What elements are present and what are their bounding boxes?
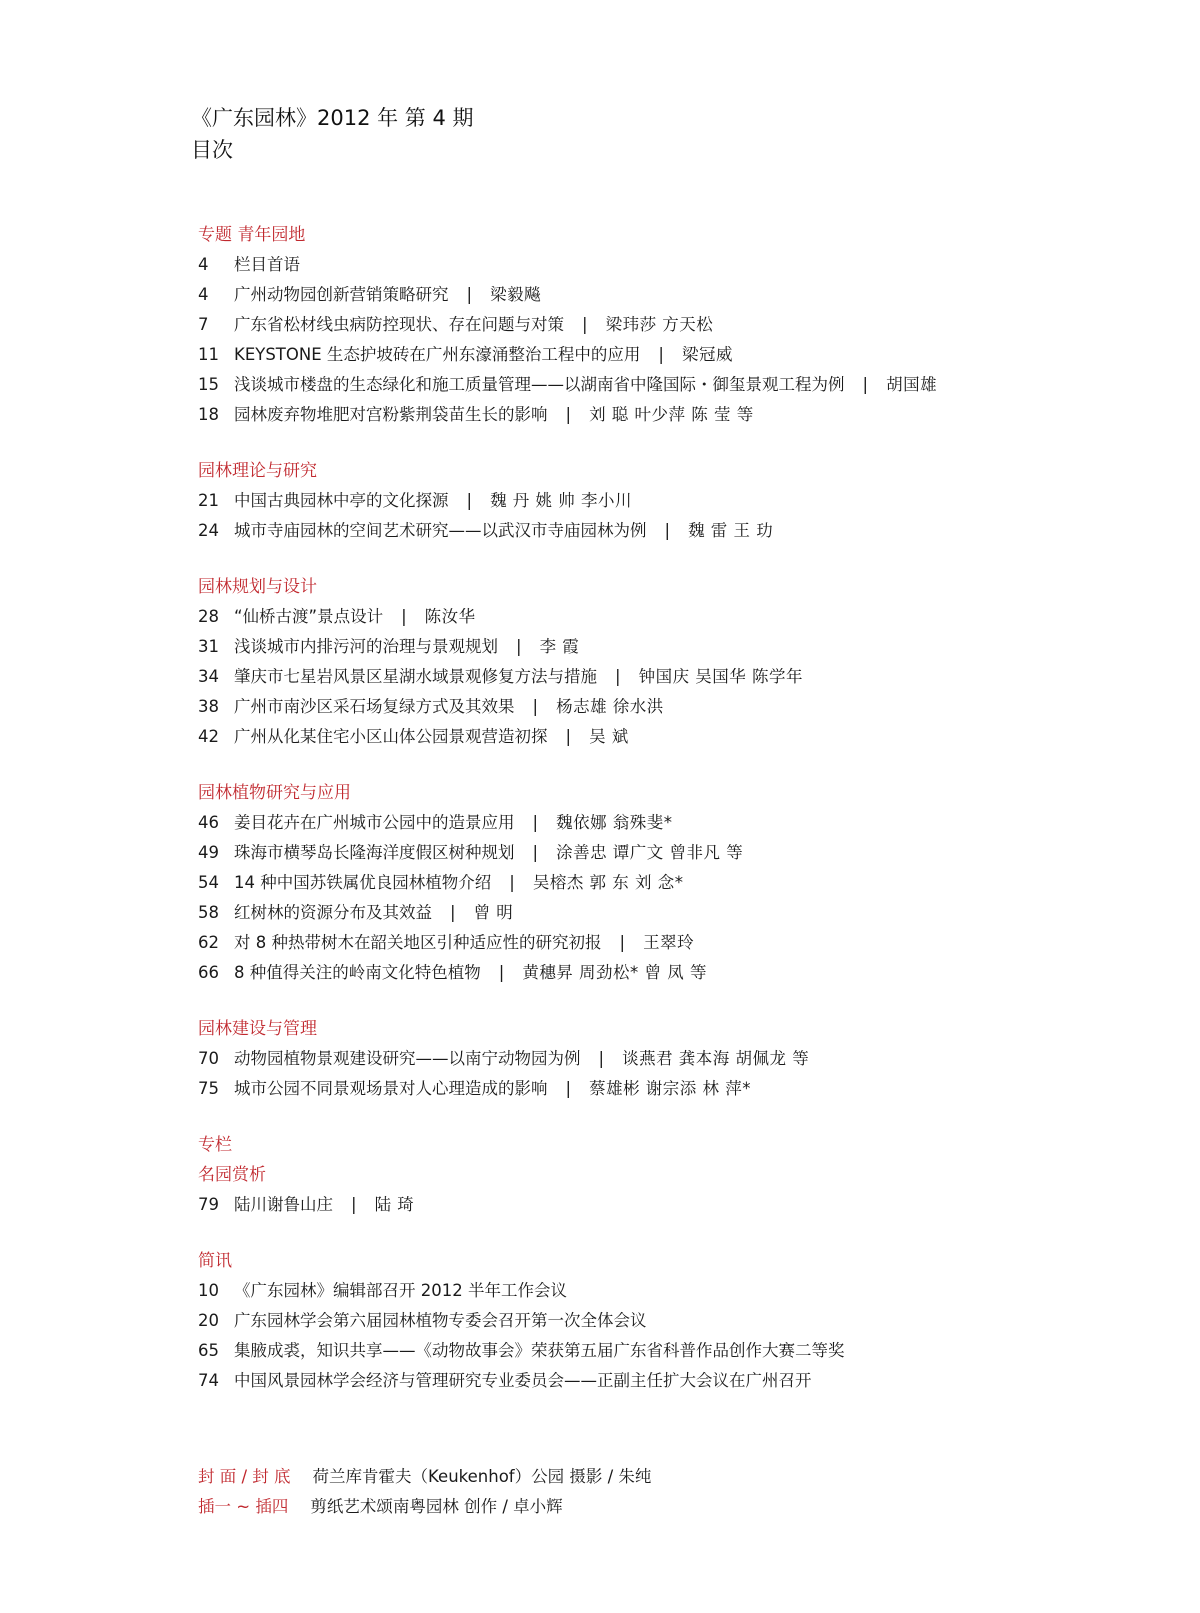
separator: | (615, 667, 621, 686)
toc-entry[interactable] (198, 250, 1098, 280)
article-title: 广州动物园创新营销策略研究 (234, 285, 449, 304)
article-title: 中国风景园林学会经济与管理研究专业委员会——正副主任扩大会议在广州召开 (234, 1371, 812, 1390)
page-number: 10 (198, 1281, 219, 1300)
toc-entry[interactable] (198, 400, 1098, 430)
separator: | (401, 607, 407, 626)
page-number: 11 (198, 345, 219, 364)
article-authors: 钟国庆 吴国华 陈学年 (638, 667, 804, 686)
page-number: 58 (198, 903, 219, 922)
article-authors: 王翠玲 (643, 933, 695, 952)
cover-credits (198, 1462, 1098, 1522)
article-authors: 魏依娜 翁殊斐* (556, 813, 673, 832)
article-title: 广东园林学会第六届园林植物专委会召开第一次全体会议 (234, 1311, 647, 1330)
separator: | (619, 933, 626, 952)
credit-line (198, 1462, 1098, 1492)
article-authors: 涂善忠 谭广文 曾非凡 等 (556, 843, 744, 862)
toc-entry[interactable] (198, 1366, 1098, 1396)
toc-entry[interactable] (198, 340, 1098, 370)
credit-label: 插一 ~ 插四 (198, 1497, 289, 1516)
separator: | (862, 375, 869, 394)
page-number: 49 (198, 843, 219, 862)
toc-entry[interactable] (198, 898, 1098, 928)
separator: | (664, 521, 671, 540)
section-title: 园林植物研究与应用 (198, 783, 351, 803)
separator: | (466, 491, 473, 510)
credit-line (198, 1492, 1098, 1522)
separator: | (466, 285, 473, 304)
toc-entry[interactable] (198, 280, 1098, 310)
article-authors: 吴榕杰 郭 东 刘 念* (532, 873, 684, 892)
article-authors: 杨志雄 徐水洪 (556, 697, 664, 716)
page-header (191, 102, 474, 166)
toc-entry[interactable] (198, 1276, 1098, 1306)
page-number: 4 (198, 285, 209, 304)
separator: | (598, 1049, 605, 1068)
page-number: 46 (198, 813, 219, 832)
toc-entry[interactable] (198, 486, 1098, 516)
article-title: 对 8 种热带树木在韶关地区引种适应性的研究初报 (234, 933, 602, 952)
separator: | (498, 963, 505, 982)
toc-section (198, 778, 1098, 988)
article-title: 广东省松材线虫病防控现状、存在问题与对策 (234, 315, 564, 334)
page-number: 21 (198, 491, 219, 510)
page-number: 65 (198, 1341, 219, 1360)
toc-entry[interactable] (198, 370, 1098, 400)
toc-entry[interactable] (198, 838, 1098, 868)
article-authors: 梁玮莎 方天松 (605, 315, 714, 334)
article-authors: 胡国雄 (886, 375, 938, 394)
table-of-contents (198, 220, 1098, 1422)
separator: | (582, 315, 588, 334)
toc-entry[interactable] (198, 516, 1098, 546)
section-title: 专题 青年园地 (198, 225, 306, 245)
section-title: 专栏 (198, 1135, 232, 1155)
article-authors: 刘 聪 叶少萍 陈 莹 等 (589, 405, 754, 424)
article-title: 广州市南沙区采石场复绿方式及其效果 (234, 697, 515, 716)
journal-title: 《广东园林》2012 年 第 4 期 (191, 106, 474, 130)
toc-entry[interactable] (198, 632, 1098, 662)
toc-section (198, 1014, 1098, 1104)
page-number: 70 (198, 1049, 219, 1068)
article-title: 姜目花卉在广州城市公园中的造景应用 (234, 813, 515, 832)
separator: | (532, 813, 539, 832)
section-title: 园林理论与研究 (198, 461, 317, 481)
page-number: 4 (198, 255, 209, 274)
toc-section (198, 1130, 1098, 1220)
article-title: 广州从化某住宅小区山体公园景观营造初探 (234, 727, 548, 746)
separator: | (565, 1079, 572, 1098)
article-authors: 梁毅飚 (490, 285, 542, 304)
article-authors: 曾 明 (473, 903, 514, 922)
article-title: 14 种中国苏铁属优良园林植物介绍 (234, 873, 492, 892)
toc-entry[interactable] (198, 310, 1098, 340)
toc-section (198, 456, 1098, 546)
page-number: 79 (198, 1195, 219, 1214)
separator: | (509, 873, 515, 892)
article-title: 8 种值得关注的岭南文化特色植物 (234, 963, 481, 982)
toc-entry[interactable] (198, 1074, 1098, 1104)
page-number: 38 (198, 697, 219, 716)
page-number: 18 (198, 405, 219, 424)
section-title: 简讯 (198, 1251, 232, 1271)
toc-section (198, 1246, 1098, 1396)
article-authors: 李 霞 (539, 637, 580, 656)
article-title: 城市公园不同景观场景对人心理造成的影响 (234, 1079, 548, 1098)
section-title: 园林建设与管理 (198, 1019, 317, 1039)
section-subtitle: 名园赏析 (198, 1165, 266, 1185)
article-authors: 黄穗昇 周劲松* 曾 凤 等 (522, 963, 708, 982)
contents-heading: 目次 (191, 138, 233, 162)
article-title: 园林废弃物堆肥对宫粉紫荆袋苗生长的影响 (234, 405, 548, 424)
toc-entry[interactable] (198, 958, 1098, 988)
article-title: 动物园植物景观建设研究——以南宁动物园为例 (234, 1049, 581, 1068)
toc-section (198, 220, 1098, 430)
page-number: 24 (198, 521, 219, 540)
article-title: KEYSTONE 生态护坡砖在广州东濠涌整治工程中的应用 (234, 345, 641, 364)
article-authors: 谈燕君 龚本海 胡佩龙 等 (622, 1049, 810, 1068)
credit-text: 荷兰库肯霍夫（Keukenhof）公园 摄影 / 朱纯 (312, 1467, 652, 1486)
page-number: 62 (198, 933, 219, 952)
toc-entry[interactable] (198, 928, 1098, 958)
page-number: 74 (198, 1371, 219, 1390)
toc-entry[interactable] (198, 692, 1098, 722)
page-number: 42 (198, 727, 219, 746)
separator: | (532, 843, 539, 862)
page-number: 54 (198, 873, 219, 892)
toc-entry[interactable] (198, 662, 1098, 692)
page-number: 34 (198, 667, 219, 686)
page-number: 15 (198, 375, 219, 394)
page-number: 28 (198, 607, 219, 626)
article-title: 浅谈城市内排污河的治理与景观规划 (234, 637, 498, 656)
article-title: 城市寺庙园林的空间艺术研究——以武汉市寺庙园林为例 (234, 521, 647, 540)
separator: | (658, 345, 664, 364)
toc-entry[interactable] (198, 1044, 1098, 1074)
article-title: 栏目首语 (234, 255, 300, 274)
article-authors: 魏 雷 王 玏 (688, 521, 774, 540)
toc-entry[interactable] (198, 808, 1098, 838)
page-number: 66 (198, 963, 219, 982)
article-authors: 陆 琦 (374, 1195, 415, 1214)
article-authors: 梁冠威 (681, 345, 733, 364)
article-title: 中国古典园林中亭的文化探源 (234, 491, 449, 510)
page-number: 75 (198, 1079, 219, 1098)
article-title: 集腋成裘，知识共享——《动物故事会》荣获第五届广东省科普作品创作大赛二等奖 (234, 1341, 845, 1360)
toc-entry[interactable] (198, 868, 1098, 898)
toc-entry[interactable] (198, 602, 1098, 632)
section-title: 园林规划与设计 (198, 577, 317, 597)
article-authors: 魏 丹 姚 帅 李小川 (490, 491, 633, 510)
article-authors: 蔡雄彬 谢宗添 林 萍* (589, 1079, 752, 1098)
article-title: 浅谈城市楼盘的生态绿化和施工质量管理——以湖南省中隆国际・御玺景观工程为例 (234, 375, 845, 394)
toc-section (198, 572, 1098, 752)
toc-entry[interactable] (198, 1336, 1098, 1366)
article-title: 《广东园林》编辑部召开 2012 半年工作会议 (234, 1281, 567, 1300)
article-authors: 陈汝华 (424, 607, 476, 626)
credit-text: 剪纸艺术颂南粤园林 创作 / 卓小辉 (310, 1497, 563, 1516)
credit-label: 封 面 / 封 底 (198, 1467, 291, 1486)
separator: | (351, 1195, 357, 1214)
toc-entry[interactable] (198, 1190, 1098, 1220)
page-number: 7 (198, 315, 209, 334)
separator: | (516, 637, 522, 656)
page-number: 31 (198, 637, 219, 656)
separator: | (565, 727, 572, 746)
article-authors: 吴 斌 (589, 727, 629, 746)
separator: | (450, 903, 456, 922)
page-number: 20 (198, 1311, 219, 1330)
article-title: 陆川谢鲁山庄 (234, 1195, 333, 1214)
toc-entry[interactable] (198, 722, 1098, 752)
separator: | (565, 405, 572, 424)
article-title: 珠海市横琴岛长隆海洋度假区树种规划 (234, 843, 515, 862)
article-title: 红树林的资源分布及其效益 (234, 903, 432, 922)
article-title: 肇庆市七星岩风景区星湖水域景观修复方法与措施 (234, 667, 597, 686)
separator: | (532, 697, 539, 716)
article-title: “仙桥古渡”景点设计 (234, 607, 384, 626)
toc-entry[interactable] (198, 1306, 1098, 1336)
